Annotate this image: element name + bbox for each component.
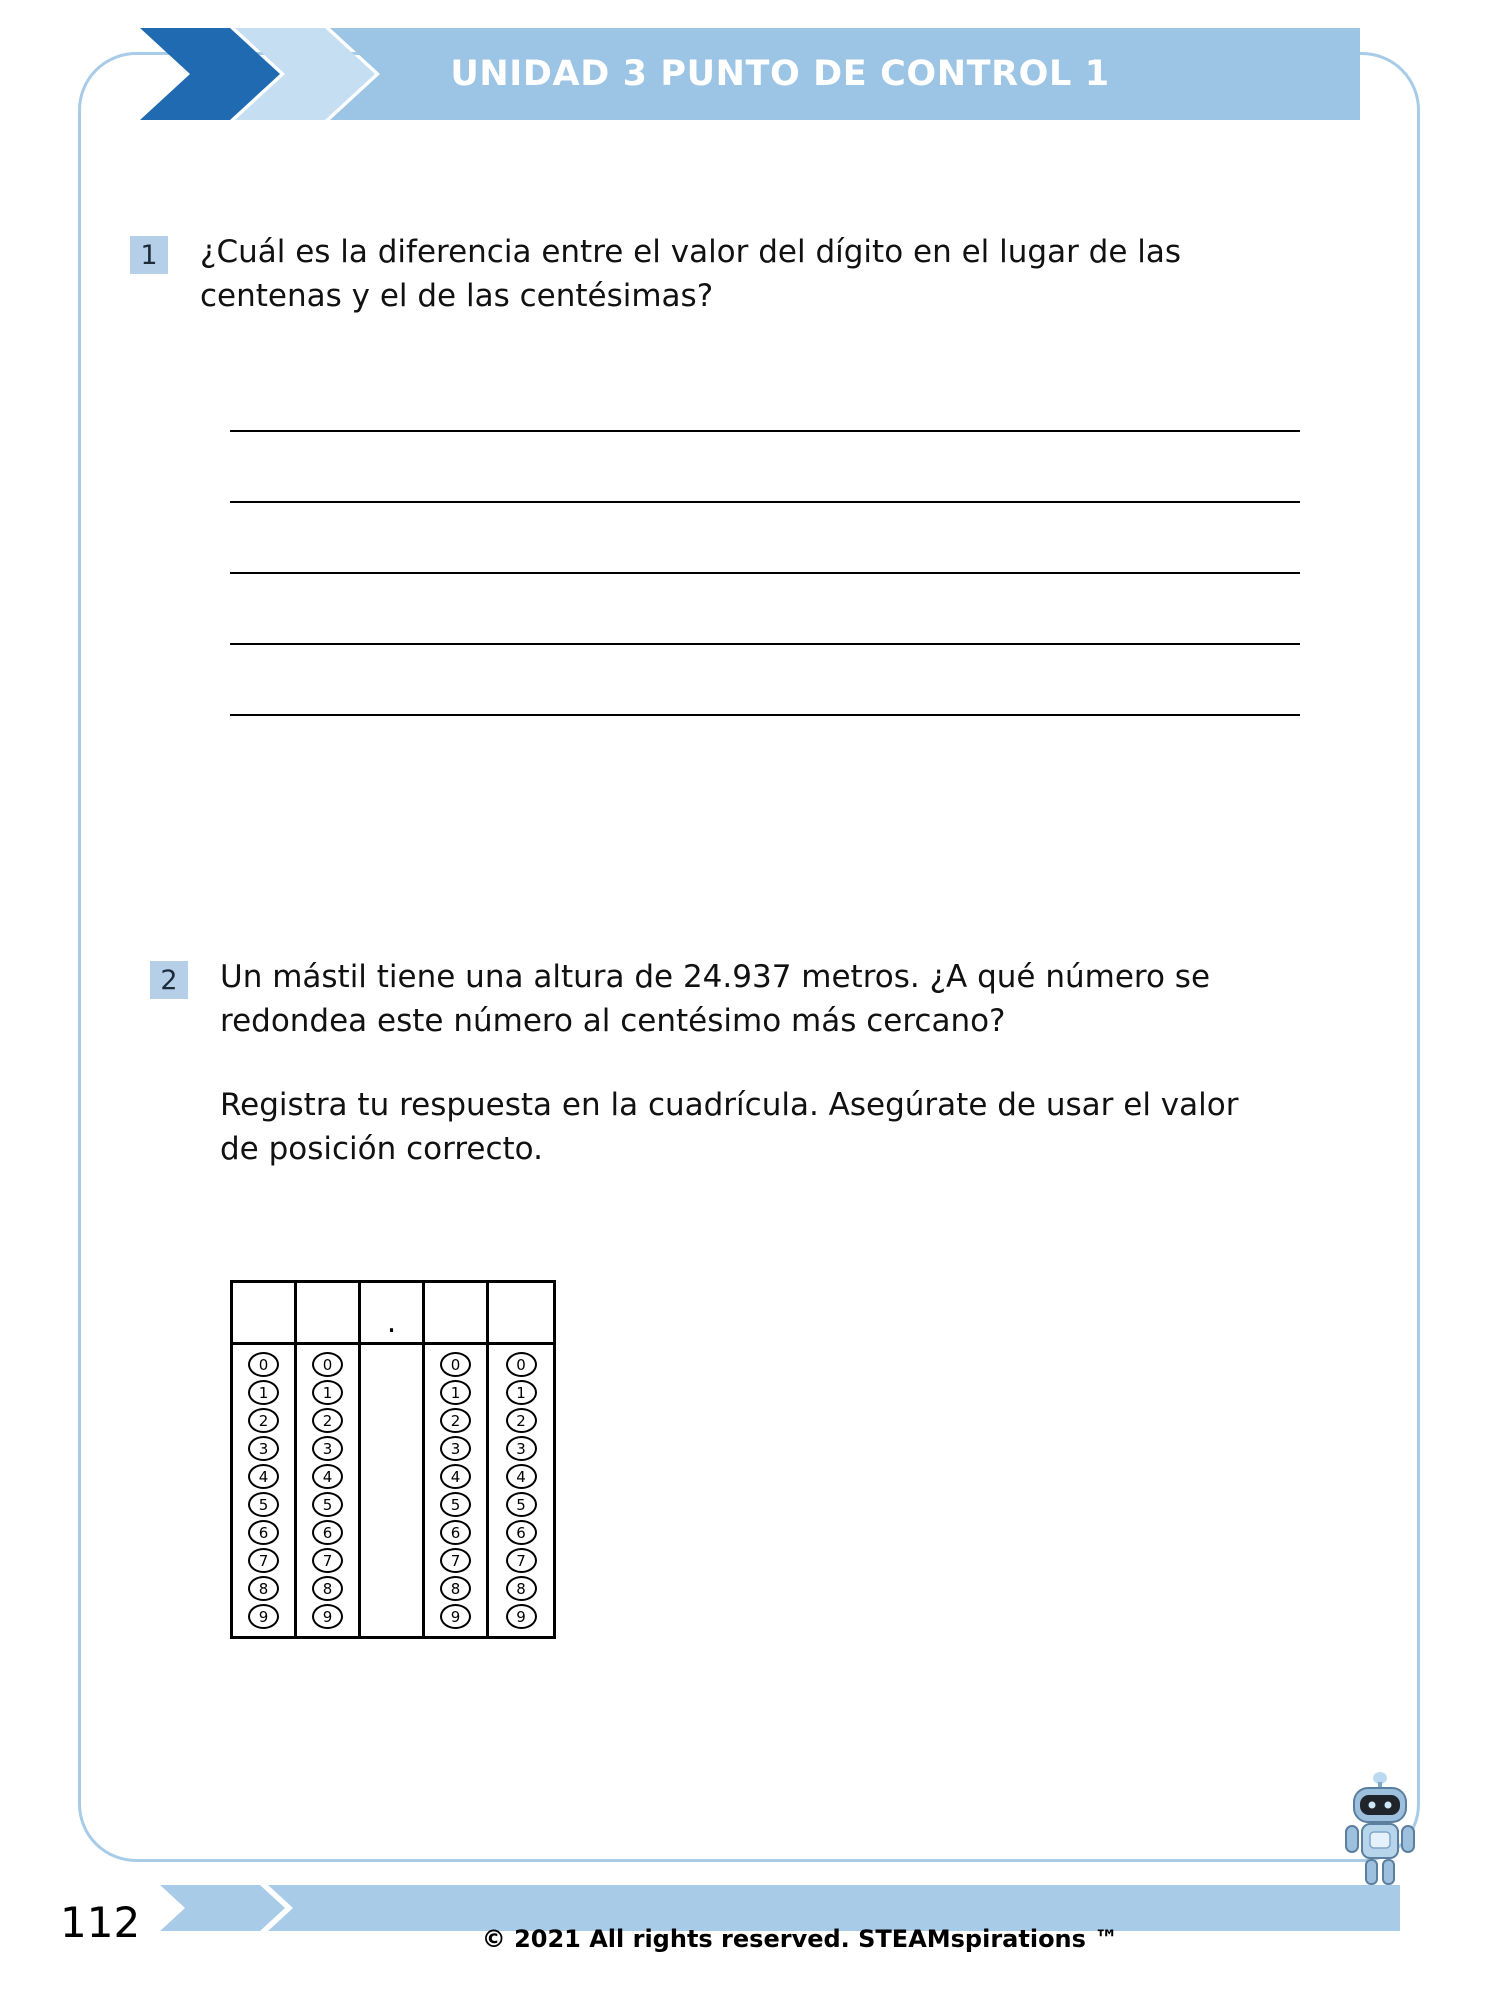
question-1	[130, 230, 1230, 318]
bubble-5[interactable]: 5	[248, 1492, 279, 1517]
question-2-instruction: Registra tu respuesta en la cuadrícula. Asegúrate de usar el valor de posición correcto.	[220, 1087, 1239, 1168]
robot-mascot-icon	[1340, 1770, 1420, 1890]
question-1-body	[200, 230, 1230, 318]
bubble-1[interactable]: 1	[248, 1380, 279, 1405]
bubble-0[interactable]: 0	[248, 1352, 279, 1377]
bubble-9[interactable]: 9	[440, 1604, 471, 1629]
grid-column-1-bubbles[interactable]	[248, 1345, 279, 1636]
grid-column-4-header[interactable]	[489, 1283, 553, 1345]
grid-column-3[interactable]	[425, 1283, 489, 1636]
bubble-1[interactable]: 1	[440, 1380, 471, 1405]
bubble-2[interactable]: 2	[312, 1408, 343, 1433]
bubble-7[interactable]: 7	[440, 1548, 471, 1573]
answer-lines[interactable]	[230, 430, 1300, 785]
grid-column-4[interactable]	[489, 1283, 553, 1636]
question-2-text: Un mástil tiene una altura de 24.937 metros. ¿A qué número se redondea este número al centésimo más cercano?	[220, 959, 1211, 1040]
question-1-number: 1	[130, 236, 168, 274]
bubble-4[interactable]: 4	[440, 1464, 471, 1489]
bubble-1[interactable]: 1	[312, 1380, 343, 1405]
bubble-0[interactable]: 0	[506, 1352, 537, 1377]
answer-line[interactable]	[230, 501, 1300, 503]
bubble-answer-grid[interactable]	[230, 1280, 556, 1639]
bubble-8[interactable]: 8	[506, 1576, 537, 1601]
bubble-1[interactable]: 1	[506, 1380, 537, 1405]
bubble-4[interactable]: 4	[312, 1464, 343, 1489]
decimal-point-header[interactable]: .	[361, 1283, 422, 1345]
bubble-9[interactable]: 9	[312, 1604, 343, 1629]
bubble-9[interactable]: 9	[506, 1604, 537, 1629]
answer-line[interactable]	[230, 714, 1300, 716]
bubble-6[interactable]: 6	[312, 1520, 343, 1545]
grid-column-2-bubbles[interactable]	[312, 1345, 343, 1636]
bubble-0[interactable]: 0	[312, 1352, 343, 1377]
page-title: UNIDAD 3 PUNTO DE CONTROL 1	[450, 54, 1110, 94]
grid-column-1[interactable]	[233, 1283, 297, 1636]
bubble-7[interactable]: 7	[506, 1548, 537, 1573]
bubble-5[interactable]: 5	[506, 1492, 537, 1517]
bubble-4[interactable]: 4	[248, 1464, 279, 1489]
bubble-0[interactable]: 0	[440, 1352, 471, 1377]
page-number: 112	[60, 1898, 141, 1947]
grid-column-3-header[interactable]	[425, 1283, 486, 1345]
answer-line[interactable]	[230, 572, 1300, 574]
bubble-3[interactable]: 3	[440, 1436, 471, 1461]
bubble-6[interactable]: 6	[506, 1520, 537, 1545]
bubble-8[interactable]: 8	[312, 1576, 343, 1601]
grid-column-4-bubbles[interactable]	[506, 1345, 537, 1636]
bubble-2[interactable]: 2	[506, 1408, 537, 1433]
question-2	[150, 955, 1250, 1171]
bubble-5[interactable]: 5	[312, 1492, 343, 1517]
bubble-8[interactable]: 8	[248, 1576, 279, 1601]
bubble-3[interactable]: 3	[506, 1436, 537, 1461]
bubble-3[interactable]: 3	[312, 1436, 343, 1461]
bubble-6[interactable]: 6	[440, 1520, 471, 1545]
question-1-text: ¿Cuál es la diferencia entre el valor del dígito en el lugar de las centenas y el de las centésimas?	[200, 234, 1182, 315]
bubble-7[interactable]: 7	[248, 1548, 279, 1573]
bubble-2[interactable]: 2	[248, 1408, 279, 1433]
bubble-4[interactable]: 4	[506, 1464, 537, 1489]
grid-column-2[interactable]	[297, 1283, 361, 1636]
bubble-9[interactable]: 9	[248, 1604, 279, 1629]
copyright-text: © 2021 All rights reserved. STEAMspirations ™	[481, 1925, 1119, 1953]
bubble-5[interactable]: 5	[440, 1492, 471, 1517]
question-2-body	[220, 955, 1250, 1171]
bubble-2[interactable]: 2	[440, 1408, 471, 1433]
bubble-8[interactable]: 8	[440, 1576, 471, 1601]
grid-column-2-header[interactable]	[297, 1283, 358, 1345]
grid-column-3-bubbles[interactable]	[440, 1345, 471, 1636]
bubble-6[interactable]: 6	[248, 1520, 279, 1545]
bubble-7[interactable]: 7	[312, 1548, 343, 1573]
question-2-number: 2	[150, 961, 188, 999]
bubble-3[interactable]: 3	[248, 1436, 279, 1461]
answer-line[interactable]	[230, 643, 1300, 645]
grid-column-1-header[interactable]	[233, 1283, 294, 1345]
grid-column-decimal[interactable]	[361, 1283, 425, 1636]
answer-line[interactable]	[230, 430, 1300, 432]
